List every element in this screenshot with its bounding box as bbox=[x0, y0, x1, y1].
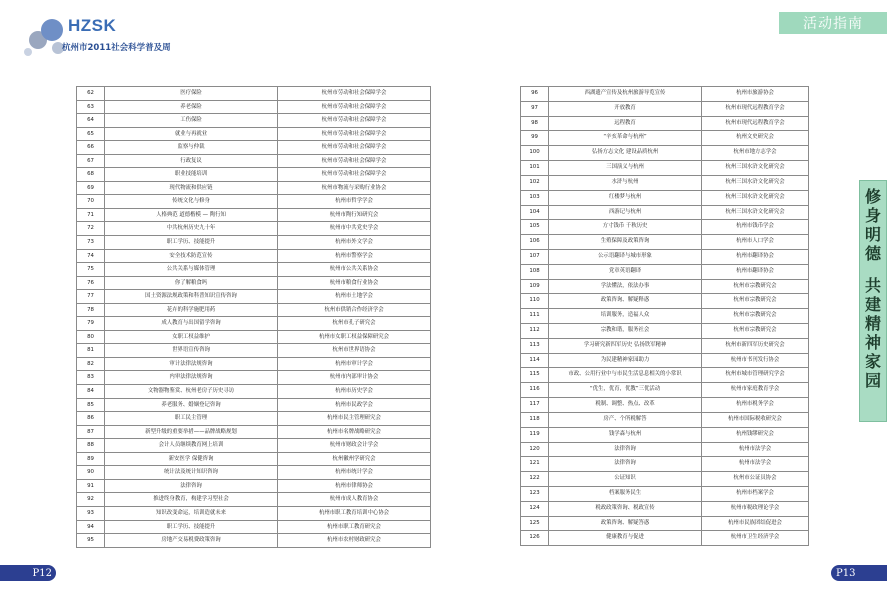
organizer: 杭州徽州学研究会 bbox=[278, 452, 431, 466]
activity-topic: 三国演义与杭州 bbox=[549, 161, 702, 176]
table-row bbox=[521, 412, 809, 427]
row-number: 88 bbox=[77, 439, 105, 453]
organizer: 杭州市档案学会 bbox=[702, 486, 809, 501]
row-number: 76 bbox=[77, 276, 105, 290]
activity-topic: 法律咨询 bbox=[549, 442, 702, 457]
activity-topic: 生殖保障及政策咨询 bbox=[549, 235, 702, 250]
row-number: 96 bbox=[521, 87, 549, 102]
organizer: 杭州市名牌战略研究会 bbox=[278, 425, 431, 439]
logo-main-text: HZSK bbox=[68, 16, 117, 35]
row-number: 80 bbox=[77, 330, 105, 344]
row-number: 95 bbox=[77, 534, 105, 548]
table-row bbox=[77, 452, 431, 466]
organizer: 杭州三国水浒文化研究会 bbox=[702, 205, 809, 220]
organizer: 杭州市律师协会 bbox=[278, 479, 431, 493]
side-slogan-line2: 共 建 精 神 家 园 bbox=[864, 276, 881, 390]
row-number: 122 bbox=[521, 472, 549, 487]
table-row bbox=[521, 516, 809, 531]
row-number: 109 bbox=[521, 279, 549, 294]
table-row bbox=[77, 181, 431, 195]
table-row bbox=[521, 324, 809, 339]
organizer: 杭州市劳动和社会保障学会 bbox=[278, 87, 431, 101]
row-number: 108 bbox=[521, 264, 549, 279]
table-row bbox=[521, 101, 809, 116]
table-row bbox=[77, 466, 431, 480]
table-row bbox=[521, 146, 809, 161]
table-row bbox=[77, 357, 431, 371]
section-title: 活动指南 bbox=[803, 16, 863, 32]
table-row bbox=[521, 427, 809, 442]
table-row bbox=[77, 114, 431, 128]
organizer: 杭州市劳动和社会保障学会 bbox=[278, 127, 431, 141]
organizer: 杭州市成人教育协会 bbox=[278, 493, 431, 507]
activity-topic: 房地产交易税费政策咨询 bbox=[105, 534, 278, 548]
table-row bbox=[77, 263, 431, 277]
page-number-left bbox=[0, 565, 56, 581]
table-row bbox=[521, 442, 809, 457]
activity-topic: 行政复议 bbox=[105, 154, 278, 168]
activity-topic: 职业技能培训 bbox=[105, 168, 278, 182]
activity-topic: 学习研究新四军历史 弘扬铁军精神 bbox=[549, 338, 702, 353]
row-number: 112 bbox=[521, 324, 549, 339]
row-number: 66 bbox=[77, 141, 105, 155]
activity-topic: 你了解粮食吗 bbox=[105, 276, 278, 290]
organizer: 杭州市税政理论学会 bbox=[702, 501, 809, 516]
activity-topic: 推进终身教育，构建学习型社会 bbox=[105, 493, 278, 507]
row-number: 69 bbox=[77, 181, 105, 195]
table-row bbox=[77, 168, 431, 182]
organizer: 杭州市卫生经济学会 bbox=[702, 531, 809, 546]
organizer: 杭州市新四军历史研究会 bbox=[702, 338, 809, 353]
table-row bbox=[77, 154, 431, 168]
activity-topic: 西湖遗产宣传及杭州旅游导览宣传 bbox=[549, 87, 702, 102]
row-number: 120 bbox=[521, 442, 549, 457]
organizer: 杭州市现代远程教育学会 bbox=[702, 101, 809, 116]
table-row bbox=[77, 276, 431, 290]
row-number: 91 bbox=[77, 479, 105, 493]
table-row bbox=[77, 425, 431, 439]
organizer: 杭州市中共党史学会 bbox=[278, 222, 431, 236]
activity-topic: 党章英语翻译 bbox=[549, 264, 702, 279]
activity-topic: 监察与仲裁 bbox=[105, 141, 278, 155]
activity-topic: 会计人员继续教育网上培训 bbox=[105, 439, 278, 453]
activity-topic: 人格典范 道德楷模 — 陶行知 bbox=[105, 208, 278, 222]
organizer: 杭州市公证员协会 bbox=[702, 472, 809, 487]
organizer: 杭州市职工教育研究会 bbox=[278, 520, 431, 534]
logo bbox=[22, 14, 172, 58]
table-row bbox=[521, 398, 809, 413]
organizer: 杭州市粮食行业协会 bbox=[278, 276, 431, 290]
table-row bbox=[521, 472, 809, 487]
table-row bbox=[521, 116, 809, 131]
organizer: 杭州市劳动和社会保障学会 bbox=[278, 168, 431, 182]
activity-topic: 水浒与杭州 bbox=[549, 175, 702, 190]
row-number: 115 bbox=[521, 368, 549, 383]
organizer: 杭州市内部审计协会 bbox=[278, 371, 431, 385]
table-row bbox=[77, 371, 431, 385]
activity-topic: 中共杭州历史九十年 bbox=[105, 222, 278, 236]
organizer: 杭州钱缪研究会 bbox=[702, 427, 809, 442]
organizer: 杭州市劳动和社会保障学会 bbox=[278, 154, 431, 168]
activity-topic: 文物器物鉴赏、杭州老房子历史寻访 bbox=[105, 385, 278, 399]
table-row bbox=[77, 520, 431, 534]
row-number: 75 bbox=[77, 263, 105, 277]
table-row bbox=[77, 100, 431, 114]
table-row bbox=[521, 220, 809, 235]
organizer: 杭州市现代远程教育学会 bbox=[702, 116, 809, 131]
organizer: 杭州三国水浒文化研究会 bbox=[702, 175, 809, 190]
activity-topic: 现代物流和供应链 bbox=[105, 181, 278, 195]
row-number: 113 bbox=[521, 338, 549, 353]
table-row bbox=[77, 222, 431, 236]
logo-sub-text: 杭州市2011社会科学普及周 bbox=[62, 43, 171, 53]
table-row bbox=[521, 309, 809, 324]
row-number: 73 bbox=[77, 236, 105, 250]
row-number: 119 bbox=[521, 427, 549, 442]
table-row bbox=[521, 353, 809, 368]
row-number: 124 bbox=[521, 501, 549, 516]
row-number: 85 bbox=[77, 398, 105, 412]
organizer: 杭州市宗教研究会 bbox=[702, 279, 809, 294]
organizer: 杭州市城市管理研究学会 bbox=[702, 368, 809, 383]
row-number: 89 bbox=[77, 452, 105, 466]
table-row bbox=[77, 439, 431, 453]
organizer: 杭州市哲学学会 bbox=[278, 195, 431, 209]
page-number-right bbox=[831, 565, 887, 581]
row-number: 63 bbox=[77, 100, 105, 114]
section-title-banner bbox=[779, 12, 887, 34]
activity-topic: 世界语宣传咨询 bbox=[105, 344, 278, 358]
organizer: 杭州市国际税收研究会 bbox=[702, 412, 809, 427]
organizer: 杭州市劳动和社会保障学会 bbox=[278, 114, 431, 128]
organizer: 杭州市劳动和社会保障学会 bbox=[278, 141, 431, 155]
table-row bbox=[521, 87, 809, 102]
organizer: 杭州市民族团结促进会 bbox=[702, 516, 809, 531]
row-number: 81 bbox=[77, 344, 105, 358]
organizer: 杭州市地方志学会 bbox=[702, 146, 809, 161]
row-number: 78 bbox=[77, 303, 105, 317]
activity-topic: 远程教育 bbox=[549, 116, 702, 131]
activity-topic: 健康教育与促进 bbox=[549, 531, 702, 546]
activity-topic: 国土资源法规政策和科普知识宣传咨询 bbox=[105, 290, 278, 304]
activity-topic: 税制、调整、热点、改革 bbox=[549, 398, 702, 413]
table-row bbox=[77, 412, 431, 426]
activity-topic: 房产、个所税解答 bbox=[549, 412, 702, 427]
table-row bbox=[521, 294, 809, 309]
row-number: 64 bbox=[77, 114, 105, 128]
table-row bbox=[77, 344, 431, 358]
activity-topic: 政策咨询、解疑答惑 bbox=[549, 516, 702, 531]
activity-topic: 公共关系与媒体管理 bbox=[105, 263, 278, 277]
table-row bbox=[77, 398, 431, 412]
table-row bbox=[521, 249, 809, 264]
organizer: 杭州市公共关系协会 bbox=[278, 263, 431, 277]
table-row bbox=[521, 368, 809, 383]
organizer: 杭州市土地学会 bbox=[278, 290, 431, 304]
activity-topic: 培训服务，造福人众 bbox=[549, 309, 702, 324]
organizer: 杭州三国水浒文化研究会 bbox=[702, 161, 809, 176]
activity-topic: 政策咨询、解疑释惑 bbox=[549, 294, 702, 309]
row-number: 102 bbox=[521, 175, 549, 190]
activity-topic: 法律咨询 bbox=[105, 479, 278, 493]
activity-topic: 统计法及统计知识咨询 bbox=[105, 466, 278, 480]
activity-table-right bbox=[520, 86, 809, 546]
row-number: 65 bbox=[77, 127, 105, 141]
activity-topic: 钱学森与杭州 bbox=[549, 427, 702, 442]
row-number: 79 bbox=[77, 317, 105, 331]
row-number: 67 bbox=[77, 154, 105, 168]
organizer: 杭州市民主管理研究会 bbox=[278, 412, 431, 426]
organizer: 杭州市世界语协会 bbox=[278, 344, 431, 358]
organizer: 杭州市家庭教育学会 bbox=[702, 383, 809, 398]
activity-topic: 花卉的科学施肥用药 bbox=[105, 303, 278, 317]
organizer: 杭州市外文学会 bbox=[278, 236, 431, 250]
table-row bbox=[521, 486, 809, 501]
organizer: 杭州市审计学会 bbox=[278, 357, 431, 371]
activity-topic: 传统文化与修身 bbox=[105, 195, 278, 209]
table-row bbox=[77, 195, 431, 209]
row-number: 83 bbox=[77, 371, 105, 385]
page-number-left-text: P12 bbox=[32, 567, 52, 579]
row-number: 70 bbox=[77, 195, 105, 209]
table-row bbox=[521, 457, 809, 472]
activity-topic: 内审法律法规咨询 bbox=[105, 371, 278, 385]
table-row bbox=[77, 141, 431, 155]
organizer: 杭州市历史学会 bbox=[278, 385, 431, 399]
row-number: 93 bbox=[77, 506, 105, 520]
organizer: 杭州市劳动和社会保障学会 bbox=[278, 100, 431, 114]
table-row bbox=[77, 330, 431, 344]
organizer: 杭州市翻译协会 bbox=[702, 249, 809, 264]
table-row bbox=[77, 127, 431, 141]
row-number: 77 bbox=[77, 290, 105, 304]
row-number: 116 bbox=[521, 383, 549, 398]
row-number: 74 bbox=[77, 249, 105, 263]
organizer: 杭州市法学会 bbox=[702, 442, 809, 457]
row-number: 72 bbox=[77, 222, 105, 236]
organizer: 杭州市法学会 bbox=[702, 457, 809, 472]
organizer: 杭州市翻译协会 bbox=[702, 264, 809, 279]
organizer: 杭州市宗教研究会 bbox=[702, 294, 809, 309]
organizer: 杭州市财政会计学会 bbox=[278, 439, 431, 453]
row-number: 125 bbox=[521, 516, 549, 531]
table-row bbox=[521, 531, 809, 546]
table-row bbox=[77, 303, 431, 317]
row-number: 111 bbox=[521, 309, 549, 324]
table-row bbox=[521, 338, 809, 353]
row-number: 62 bbox=[77, 87, 105, 101]
row-number: 97 bbox=[521, 101, 549, 116]
activity-topic: 职工学历、技能提升 bbox=[105, 520, 278, 534]
table-row bbox=[77, 290, 431, 304]
activity-topic: “辛亥革命与杭州” bbox=[549, 131, 702, 146]
row-number: 121 bbox=[521, 457, 549, 472]
table-row bbox=[521, 235, 809, 250]
activity-topic: 税政政策咨询、税政宣传 bbox=[549, 501, 702, 516]
row-number: 98 bbox=[521, 116, 549, 131]
activity-topic: 就业与再就业 bbox=[105, 127, 278, 141]
table-row bbox=[77, 479, 431, 493]
organizer: 杭州市统计学会 bbox=[278, 466, 431, 480]
side-slogan-banner bbox=[859, 180, 887, 422]
activity-topic: 宗教和谐，服务社会 bbox=[549, 324, 702, 339]
table-row bbox=[521, 205, 809, 220]
row-number: 117 bbox=[521, 398, 549, 413]
activity-topic: 审计法律法规咨询 bbox=[105, 357, 278, 371]
row-number: 82 bbox=[77, 357, 105, 371]
activity-topic: 开放教育 bbox=[549, 101, 702, 116]
organizer: 杭州市书刊发行协会 bbox=[702, 353, 809, 368]
row-number: 68 bbox=[77, 168, 105, 182]
activity-topic: 职工学历、技能提升 bbox=[105, 236, 278, 250]
activity-topic: 方寸钱币 千秋历史 bbox=[549, 220, 702, 235]
row-number: 101 bbox=[521, 161, 549, 176]
activity-topic: 成人教育与出国留学咨询 bbox=[105, 317, 278, 331]
activity-topic: 档案服务民生 bbox=[549, 486, 702, 501]
organizer: 杭州市物流与采购行业协会 bbox=[278, 181, 431, 195]
row-number: 107 bbox=[521, 249, 549, 264]
table-row bbox=[521, 131, 809, 146]
row-number: 71 bbox=[77, 208, 105, 222]
activity-table-left bbox=[76, 86, 431, 548]
activity-topic: 红楼梦与杭州 bbox=[549, 190, 702, 205]
table-row bbox=[77, 87, 431, 101]
side-slogan-line1: 修 身 明 德 bbox=[864, 187, 881, 263]
activity-topic: 学法懂法，依法办事 bbox=[549, 279, 702, 294]
row-number: 84 bbox=[77, 385, 105, 399]
organizer: 杭州市女职工权益保障研究会 bbox=[278, 330, 431, 344]
organizer: 杭州市供销合作经济学会 bbox=[278, 303, 431, 317]
organizer: 杭州市宗教研究会 bbox=[702, 309, 809, 324]
row-number: 87 bbox=[77, 425, 105, 439]
activity-topic: 安全技术防范宣传 bbox=[105, 249, 278, 263]
activity-topic: 养老服务、婚姻登记咨询 bbox=[105, 398, 278, 412]
activity-topic: “优生，优育，优教”三优活动 bbox=[549, 383, 702, 398]
activity-topic: 职工民主管理 bbox=[105, 412, 278, 426]
table-row bbox=[77, 493, 431, 507]
activity-topic: 为民建精神家园助力 bbox=[549, 353, 702, 368]
row-number: 92 bbox=[77, 493, 105, 507]
table-row bbox=[77, 236, 431, 250]
organizer: 杭州文史研究会 bbox=[702, 131, 809, 146]
organizer: 杭州三国水浒文化研究会 bbox=[702, 190, 809, 205]
activity-topic: 知识改变命运，培训造就未来 bbox=[105, 506, 278, 520]
row-number: 106 bbox=[521, 235, 549, 250]
row-number: 126 bbox=[521, 531, 549, 546]
table-row bbox=[521, 264, 809, 279]
row-number: 100 bbox=[521, 146, 549, 161]
table-row bbox=[77, 208, 431, 222]
table-row bbox=[521, 190, 809, 205]
table-row bbox=[521, 501, 809, 516]
activity-topic: 市政、公用行业中与市民生活息息相关的小常识 bbox=[549, 368, 702, 383]
activity-topic: 新型升级的重要举措——品牌战略规划 bbox=[105, 425, 278, 439]
row-number: 99 bbox=[521, 131, 549, 146]
organizer: 杭州市人口学会 bbox=[702, 235, 809, 250]
page-number-right-text: P13 bbox=[836, 567, 856, 579]
row-number: 114 bbox=[521, 353, 549, 368]
row-number: 110 bbox=[521, 294, 549, 309]
row-number: 90 bbox=[77, 466, 105, 480]
row-number: 94 bbox=[77, 520, 105, 534]
activity-topic: 养老保险 bbox=[105, 100, 278, 114]
table-row bbox=[77, 249, 431, 263]
row-number: 103 bbox=[521, 190, 549, 205]
activity-topic: 法律咨询 bbox=[549, 457, 702, 472]
table-row bbox=[77, 506, 431, 520]
organizer: 杭州市宗教研究会 bbox=[702, 324, 809, 339]
organizer: 杭州市警察学会 bbox=[278, 249, 431, 263]
row-number: 123 bbox=[521, 486, 549, 501]
organizer: 杭州市职工教育培训中心协会 bbox=[278, 506, 431, 520]
activity-topic: 女职工权益维护 bbox=[105, 330, 278, 344]
row-number: 105 bbox=[521, 220, 549, 235]
activity-topic: 西游记与杭州 bbox=[549, 205, 702, 220]
table-row bbox=[77, 534, 431, 548]
organizer: 杭州市旅游协会 bbox=[702, 87, 809, 102]
activity-topic: 新安医学 保健咨询 bbox=[105, 452, 278, 466]
row-number: 104 bbox=[521, 205, 549, 220]
activity-topic: 公证知识 bbox=[549, 472, 702, 487]
table-row bbox=[521, 279, 809, 294]
activity-topic: 公示语翻译与城市形象 bbox=[549, 249, 702, 264]
activity-topic: 医疗保险 bbox=[105, 87, 278, 101]
organizer: 杭州市孔子研究会 bbox=[278, 317, 431, 331]
row-number: 86 bbox=[77, 412, 105, 426]
table-row bbox=[77, 317, 431, 331]
organizer: 杭州市农村财政研究会 bbox=[278, 534, 431, 548]
table-row bbox=[521, 175, 809, 190]
organizer: 杭州市钱币学会 bbox=[702, 220, 809, 235]
organizer: 杭州市陶行知研究会 bbox=[278, 208, 431, 222]
table-row bbox=[521, 383, 809, 398]
table-row bbox=[521, 161, 809, 176]
organizer: 杭州市民政学会 bbox=[278, 398, 431, 412]
organizer: 杭州市税务学会 bbox=[702, 398, 809, 413]
activity-topic: 弘扬方志文化 建设品质杭州 bbox=[549, 146, 702, 161]
row-number: 118 bbox=[521, 412, 549, 427]
activity-topic: 工伤保险 bbox=[105, 114, 278, 128]
table-row bbox=[77, 385, 431, 399]
